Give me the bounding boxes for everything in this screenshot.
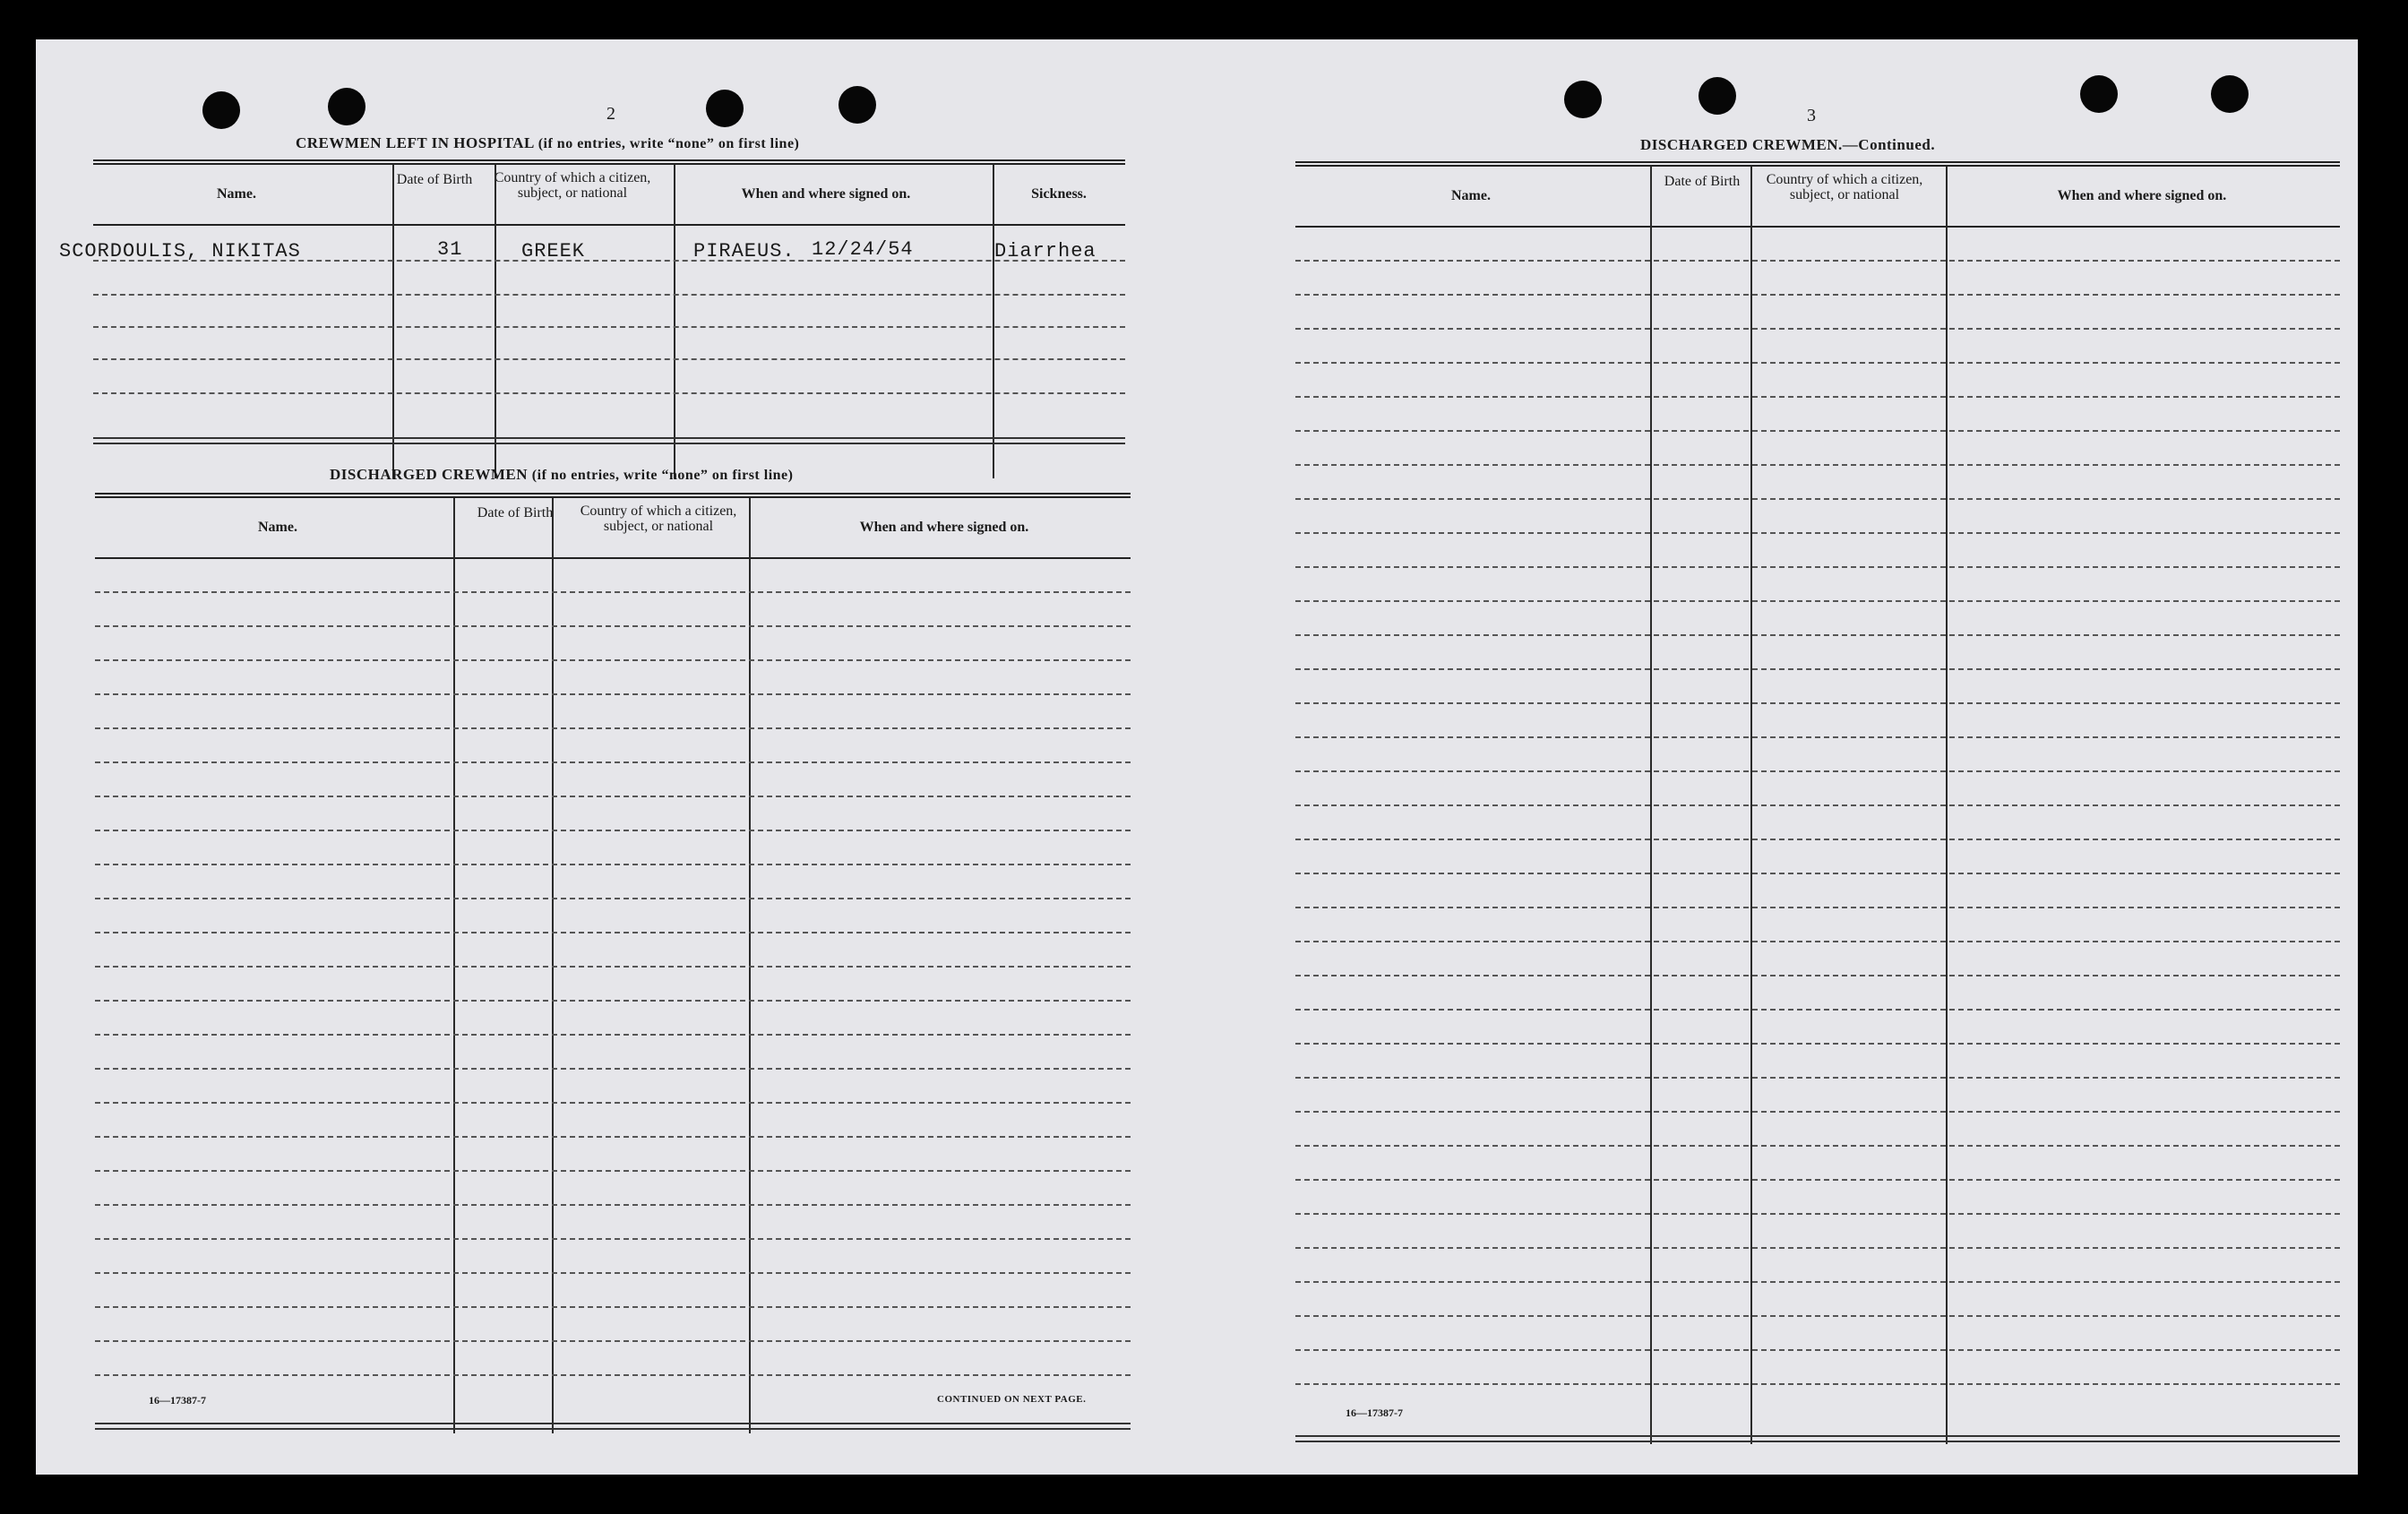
col-header-name: Name. [217, 186, 256, 202]
ruled-line [1295, 1077, 2340, 1079]
ruled-line [95, 1374, 1131, 1376]
ruled-line [1295, 600, 2340, 602]
col-header-dob: Date of Birth [1664, 174, 1741, 189]
discharged-note: (if no entries, write “none” on first line) [531, 468, 794, 483]
ruled-line [1295, 668, 2340, 670]
ruled-line [1295, 430, 2340, 432]
col-header-country: Country of which a citizen, subject, or national [494, 170, 651, 201]
ruled-line [95, 864, 1131, 865]
form-code: 16—17387-7 [1346, 1406, 1403, 1419]
ruled-line [95, 898, 1131, 899]
left-page [36, 39, 1197, 1475]
form-code: 16—17387-7 [149, 1394, 206, 1406]
ruled-line [1295, 464, 2340, 466]
double-rule [93, 159, 1125, 165]
ruled-line [95, 1000, 1131, 1002]
ruled-line [95, 1102, 1131, 1104]
ruled-line [1295, 1441, 2340, 1442]
ruled-line [1295, 1383, 2340, 1385]
ruled-line [95, 591, 1131, 593]
hospital-ruled-lines [93, 224, 1125, 484]
ruled-line [95, 1423, 1131, 1424]
entry-country: GREEK [521, 240, 586, 262]
ruled-line [95, 1136, 1131, 1138]
ruled-line [1295, 1213, 2340, 1215]
ruled-line [95, 1272, 1131, 1274]
continued-note: CONTINUED ON NEXT PAGE. [937, 1394, 1087, 1405]
manifest-sheet [36, 39, 2358, 1475]
ruled-line [93, 358, 1125, 360]
col-header-signed: When and where signed on. [859, 520, 1029, 535]
entry-sickness: Diarrhea [994, 240, 1096, 262]
page-number: 2 [606, 104, 615, 124]
ruled-line [95, 625, 1131, 627]
ruled-line [93, 437, 1125, 439]
ruled-line [1295, 1043, 2340, 1045]
ruled-line [95, 796, 1131, 797]
ruled-line [95, 1238, 1131, 1240]
page-number: 3 [1807, 106, 1816, 125]
ruled-line [1295, 498, 2340, 500]
ruled-line [1295, 873, 2340, 874]
ruled-line [1295, 362, 2340, 364]
ruled-line [93, 294, 1125, 296]
ruled-line [1295, 294, 2340, 296]
ruled-line [1295, 260, 2340, 262]
ruled-line [95, 1306, 1131, 1308]
entry-dob: 31 [437, 238, 463, 261]
ruled-line [95, 932, 1131, 933]
discharged-section-title [330, 466, 793, 484]
ruled-line [93, 392, 1125, 394]
ruled-line [1295, 328, 2340, 330]
ruled-line [1295, 634, 2340, 636]
ruled-line [1295, 702, 2340, 704]
discharged-continued-title: DISCHARGED CREWMEN.—Continued. [1640, 136, 1936, 153]
ruled-line [1295, 566, 2340, 568]
ruled-line [1295, 1281, 2340, 1283]
ruled-line [93, 443, 1125, 444]
ruled-line [95, 1068, 1131, 1070]
hospital-section-title [296, 134, 799, 152]
double-rule [1295, 161, 2340, 167]
ruled-line [1295, 839, 2340, 840]
ruled-line [95, 1428, 1131, 1430]
entry-date: 12/24/54 [812, 238, 914, 261]
ruled-line [95, 1034, 1131, 1036]
ruled-line [95, 727, 1131, 729]
col-header-country: Country of which a citizen, subject, or national [1766, 172, 1923, 202]
entry-port: PIRAEUS. [693, 240, 796, 262]
ruled-line [1295, 907, 2340, 908]
ruled-line [1295, 1315, 2340, 1317]
ruled-line [95, 1170, 1131, 1172]
col-header-country: Country of which a citizen, subject, or national [580, 503, 737, 534]
hospital-note: (if no entries, write “none” on first line) [538, 136, 800, 151]
ruled-line [1295, 770, 2340, 772]
col-header-name: Name. [1451, 188, 1491, 203]
ruled-line [1295, 941, 2340, 942]
discharged-ruled-lines [95, 557, 1131, 1439]
ruled-line [1295, 396, 2340, 398]
ruled-line [1295, 1435, 2340, 1437]
col-header-signed: When and where signed on. [741, 186, 911, 202]
ruled-line [95, 966, 1131, 968]
double-rule [95, 493, 1131, 498]
ruled-line [95, 693, 1131, 695]
discharged-continued-ruled-lines [1295, 226, 2340, 1455]
ruled-line [1295, 1349, 2340, 1351]
ruled-line [1295, 532, 2340, 534]
ruled-line [1295, 1145, 2340, 1147]
hospital-title: CREWMEN LEFT IN HOSPITAL [296, 134, 534, 151]
ruled-line [1295, 1179, 2340, 1181]
ruled-line [1295, 804, 2340, 806]
ruled-line [1295, 736, 2340, 738]
ruled-line [1295, 1247, 2340, 1249]
col-header-name: Name. [258, 520, 297, 535]
right-page [1197, 39, 2358, 1475]
ruled-line [95, 761, 1131, 763]
col-header-dob: Date of Birth [477, 505, 554, 520]
col-header-signed: When and where signed on. [2057, 188, 2227, 203]
ruled-line [95, 830, 1131, 831]
col-header-sickness: Sickness. [1031, 186, 1087, 202]
ruled-line [1295, 1111, 2340, 1113]
discharged-title: DISCHARGED CREWMEN [330, 466, 529, 483]
ruled-line [1295, 1009, 2340, 1011]
ruled-line [93, 326, 1125, 328]
ruled-line [1295, 975, 2340, 976]
col-header-dob: Date of Birth [396, 172, 473, 187]
ruled-line [95, 1340, 1131, 1342]
ruled-line [95, 659, 1131, 661]
ruled-line [95, 1204, 1131, 1206]
entry-name: SCORDOULIS, NIKITAS [59, 240, 301, 262]
